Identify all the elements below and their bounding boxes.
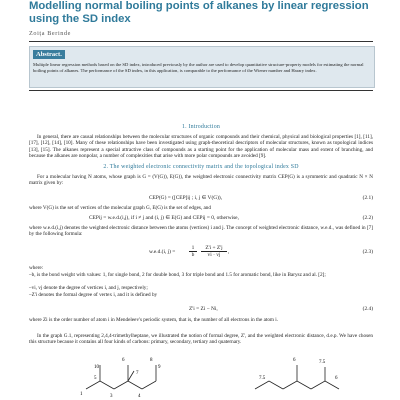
graph1-label-8: 4 [138,394,141,399]
equation-2-3-tail: , [228,249,230,255]
introduction-paragraph: In general, there are causal relationships between the molecular structures of organic compounds and their chemical, physical and biological properties [1], [11], [17], [12], [14], [10]. Many of these relationships have been investigated using graph-theoretical descriptors of molecular structures, known as topological indices [13], [15]. The alkanes represent a special attractive class of compounds as a starting point for the application of molecular mass and extent of branching, and because the alkanes are nonpolar, a number of complexities that arise with more polar compounds are avoided [9]. [29,134,373,160]
section2-paragraph-3: where Zi is the order number of atom i in Mendeleev's periodic system, that is, the number of all electrons in the atom i. [29,317,279,323]
section2-paragraph-2: where w.e.d.(i,j) denotes the weighted electronic distance between the atoms (vertices) i and j. The concept of weighted electronic distance, w.e.d., was defined in [7] by the following formula: [29,225,373,238]
graph2-label-1: 6 [293,358,296,363]
paper-title: Modelling normal boiling points of alkanes by linear regression using the SD index [29,0,369,25]
equation-2-3-number: (2.3) [362,249,373,255]
molecular-graph-right [235,355,365,400]
title-divider [29,41,373,42]
graph2-label-0: 7.5 [259,376,266,381]
molecular-graph-left [70,355,180,400]
equation-2-4-body: Z'i = Zi − Ni, [189,306,218,312]
graph1-label-6: 1 [80,392,83,397]
abstract-divider [29,90,373,91]
graph2-label-2: 7.5 [319,360,326,365]
equation-2-1-number: (2.1) [362,195,373,201]
abstract-text: Multiple linear regression methods based on the SD index, introduced previously by the author are used to develop quantitative structure-property models for estimating the normal boiling points of alkanes. The performance of the SD index, in this application, is comparable to the performance of the Wiener number and Harary index. [33,62,364,73]
equation-2-1 [29,195,373,202]
section2-paragraph-4: In the graph G.1, representing 2,4,4-trimethylheptane, we illustrated the notion of formal degree, Z', and the weighted electronic distance, d.e.p. We have chosen this structure because it contains all four kinds of carbons: primary, secondary, tertiary and quaternary. [29,333,373,346]
graph1-label-7: 3 [110,394,113,399]
section-heading-introduction: 1. Introduction [181,124,220,130]
equation-2-3-frac-b-top: Z'i + Z'j [201,245,227,252]
graph1-label-0: 10 [94,365,99,370]
graph2-label-3: 6 [335,376,338,381]
where-v-item: –vi, vj denote the degree of vertices i, and j, respectively; [29,285,148,291]
where-z-item: –Z'i denotes the formal degree of vertex i, and it is defined by [29,292,158,298]
author-name: Zoița Berinde [29,30,71,37]
equation-2-3-frac-b-bottom: vi · vj [207,252,221,258]
graph1-label-4: 5 [94,376,97,381]
graph1-label-5: 7 [136,371,139,376]
equation-2-2 [29,215,373,222]
graph1-label-3: 9 [158,365,161,370]
abstract-label: Abstract. [33,50,65,59]
equation-2-4-number: (2.4) [362,306,373,312]
section2-where-1: where V(G) is the set of vertices of the molecular graph G, E(G) is the set of edges, and [29,205,211,211]
graph1-label-1: 6 [122,358,125,363]
equation-2-3 [29,245,373,261]
section2-paragraph-1: For a molecular having N atoms, whose graph is G = (V(G)), E(G)), the weighted electronic connectivity matrix CEP(G) is a symmetric and quadratic N × N matrix given by: [29,174,373,187]
equation-2-4 [29,306,373,313]
equation-2-1-body: CEP(G) = ([CEP]ij ; i, j ∈ V(G)), [149,195,223,201]
equation-2-3-frac-a-bottom: b [191,252,195,258]
equation-2-2-number: (2.2) [362,215,373,221]
equation-2-2-body: CEPij = w.e.d.(i,j), if i ≠ j and (i, j) ∈ E(G) and CEPij = 0, otherwise, [89,215,239,221]
graph1-label-2: 8 [150,358,153,363]
equation-2-3-lhs: w.e.d.(i, j) = [149,249,176,255]
section-heading-weighted-matrix: 2. The weighted electronic connectivity matrix and the topological index SD [103,164,299,170]
where-label: where: [29,265,44,271]
where-b-item: –b, is the bond weight with values: 1, for single bond, 2 for double bond, 3 for triple bond and 1.5 for aromatic bond, like in Barysz and al. [2]; [29,272,326,278]
equation-2-3-frac-a-top: 1 [189,245,197,252]
abstract-box [29,46,375,88]
